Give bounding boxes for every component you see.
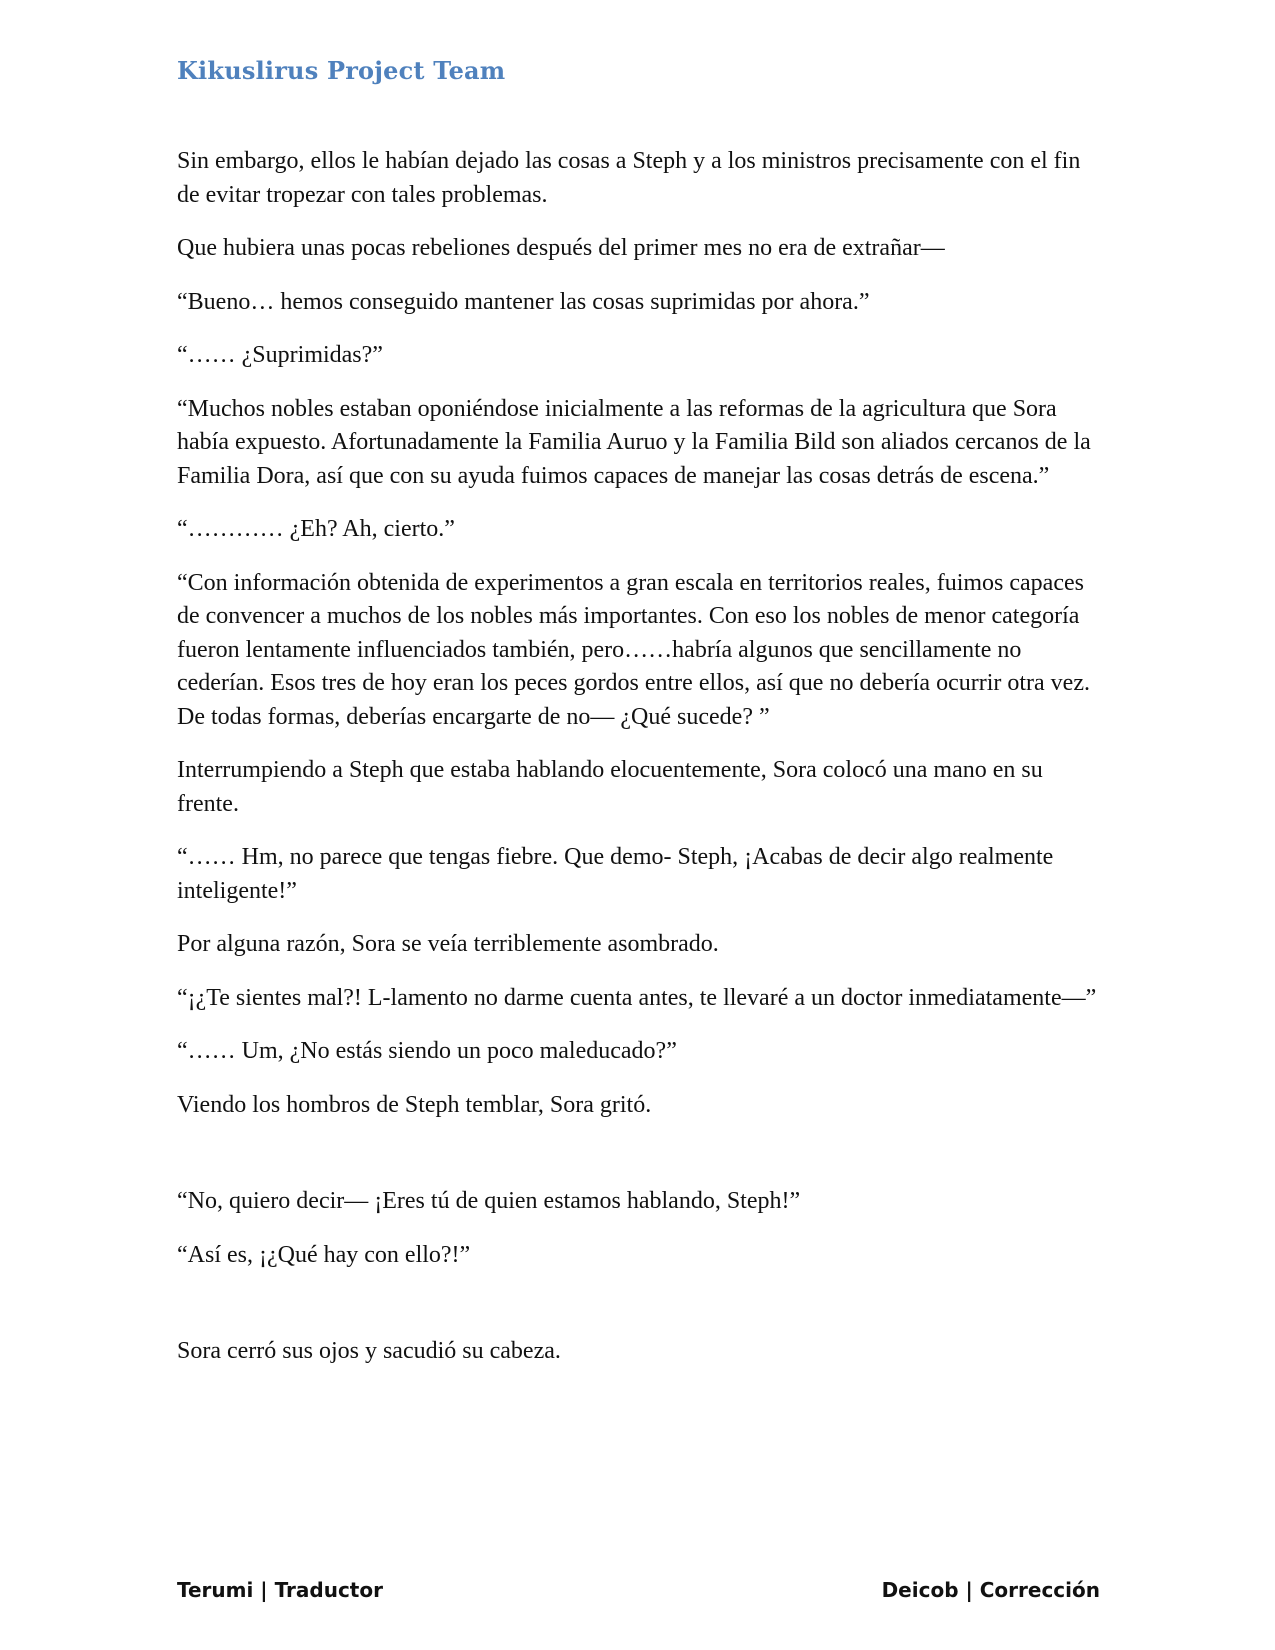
paragraph: Por alguna razón, Sora se veía terriblemente asombrado.: [177, 931, 719, 957]
paragraph: “No, quiero decir— ¡Eres tú de quien estamos hablando, Steph!”: [177, 1188, 801, 1214]
paragraph: “…… ¿Suprimidas?”: [177, 342, 383, 368]
paragraph: Sora cerró sus ojos y sacudió su cabeza.: [177, 1338, 561, 1364]
footer-proofreader-credit: Deicob | Corrección: [881, 1578, 1100, 1602]
paragraph: “¡¿Te sientes mal?! L-lamento no darme cuenta antes, te llevaré a un doctor inmediatamente—”: [177, 984, 1097, 1011]
paragraph: Viendo los hombros de Steph temblar, Sora gritó.: [177, 1091, 652, 1118]
paragraph: Que hubiera unas pocas rebeliones después del primer mes no era de extrañar—: [177, 235, 945, 261]
footer-translator-credit: Terumi | Traductor: [177, 1578, 383, 1602]
paragraph: Interrumpiendo a Steph que estaba hablando elocuentemente, Sora colocó una mano en su frente.: [177, 757, 1043, 817]
paragraph: Sin embargo, ellos le habían dejado las cosas a Steph y a los ministros precisamente con el fin de evitar tropezar con tales problemas.: [177, 148, 1081, 208]
paragraph: “Con información obtenida de experimentos a gran escala en territorios reales, fuimos capaces de convencer a muchos de los nobles más importantes. Con eso los nobles de menor categoría fueron lentamente influenciados también, pero……habría algunos que sencillamente no cederían. Esos tres de hoy eran los peces gordos entre ellos, así que no debería ocurrir otra vez. De todas formas, deberías encargarte de no— ¿Qué sucede? ”: [177, 569, 1090, 730]
paragraph: “…… Um, ¿No estás siendo un poco maleducado?”: [177, 1038, 677, 1064]
header-title: Kikuslirus Project Team: [177, 56, 506, 85]
paragraph: “………… ¿Eh? Ah, cierto.”: [177, 516, 455, 542]
paragraph: “Muchos nobles estaban oponiéndose inicialmente a las reformas de la agricultura que Sora había expuesto. Afortunadamente la Familia Auruo y la Familia Bild son aliados cercanos de la Familia Dora, así que con su ayuda fuimos capaces de manejar las cosas detrás de escena.”: [177, 395, 1091, 489]
document-body: [177, 145, 1107, 1389]
paragraph: “…… Hm, no parece que tengas fiebre. Que demo- Steph, ¡Acabas de decir algo realmente inteligente!”: [177, 844, 1054, 904]
paragraph: “Así es, ¡¿Qué hay con ello?!”: [177, 1241, 471, 1268]
paragraph: “Bueno… hemos conseguido mantener las cosas suprimidas por ahora.”: [177, 288, 870, 315]
